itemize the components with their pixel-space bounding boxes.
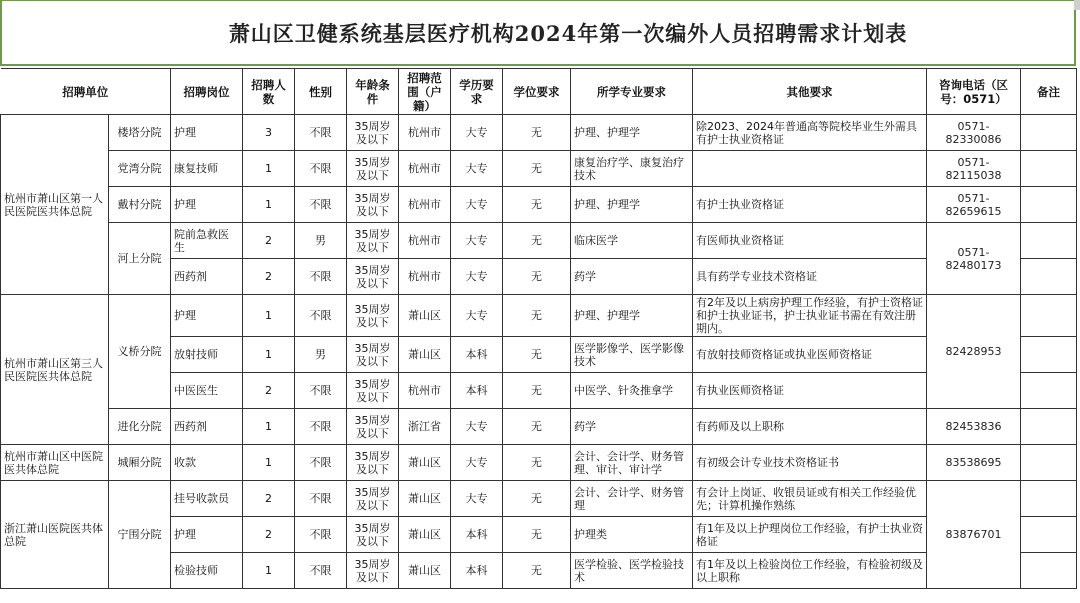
count-cell: 1 [243,187,295,223]
count-cell: 1 [243,337,295,373]
education-cell: 大专 [451,295,503,337]
scope-cell: 萧山区 [399,445,451,481]
header-scope: 招聘范围（户籍） [399,69,451,115]
gender-cell: 男 [295,337,347,373]
table-row [1,115,1077,151]
count-cell: 3 [243,115,295,151]
scope-cell: 杭州市 [399,373,451,409]
count-cell: 1 [243,295,295,337]
degree-cell: 无 [503,517,571,553]
gender-cell: 男 [295,223,347,259]
count-cell: 1 [243,445,295,481]
header-count: 招聘人数 [243,69,295,115]
scope-cell: 杭州市 [399,259,451,295]
header-row [1,69,1077,115]
other-cell: 有会计上岗证、收银员证或有相关工作经验优先；计算机操作熟练 [693,481,927,517]
gender-cell: 不限 [295,553,347,589]
header-unit: 招聘单位 [1,69,171,115]
major-cell: 医学检验、医学检验技术 [571,553,693,589]
degree-cell: 无 [503,481,571,517]
scope-cell: 萧山区 [399,295,451,337]
gender-cell: 不限 [295,151,347,187]
position-cell: 西药剂 [171,409,243,445]
gender-cell: 不限 [295,259,347,295]
scope-cell: 杭州市 [399,151,451,187]
degree-cell: 无 [503,151,571,187]
age-cell: 35周岁及以下 [347,373,399,409]
other-cell: 具有药学专业技术资格证 [693,259,927,295]
education-cell: 大专 [451,223,503,259]
branch-cell: 进化分院 [109,409,171,445]
major-cell: 护理类 [571,517,693,553]
phone-cell: 0571-82330086 [927,115,1021,151]
remark-cell [1021,409,1077,445]
age-cell: 35周岁及以下 [347,445,399,481]
age-cell: 35周岁及以下 [347,223,399,259]
age-cell: 35周岁及以下 [347,115,399,151]
age-cell: 35周岁及以下 [347,553,399,589]
count-cell: 2 [243,223,295,259]
gender-cell: 不限 [295,481,347,517]
position-cell: 康复技师 [171,151,243,187]
position-cell: 西药剂 [171,259,243,295]
age-cell: 35周岁及以下 [347,151,399,187]
header-other: 其他要求 [693,69,927,115]
other-cell: 有医师执业资格证 [693,223,927,259]
table-row [1,481,1077,517]
age-cell: 35周岁及以下 [347,337,399,373]
major-cell: 药学 [571,259,693,295]
degree-cell: 无 [503,553,571,589]
table-row [1,295,1077,337]
position-cell: 护理 [171,295,243,337]
other-cell: 有放射技师资格证或执业医师资格证 [693,337,927,373]
table-row [1,409,1077,445]
major-cell: 护理、护理学 [571,115,693,151]
phone-cell: 0571-82659615 [927,187,1021,223]
unit-cell: 杭州市萧山区第一人民医院医共体总院 [1,115,109,295]
position-cell: 挂号收款员 [171,481,243,517]
education-cell: 大专 [451,409,503,445]
phone-cell: 82428953 [927,295,1021,409]
education-cell: 大专 [451,481,503,517]
gender-cell: 不限 [295,115,347,151]
remark-cell [1021,115,1077,151]
major-cell: 会计、会计学、财务管理、审计、审计学 [571,445,693,481]
gender-cell: 不限 [295,295,347,337]
scope-cell: 萧山区 [399,481,451,517]
unit-cell: 杭州市萧山区中医院医共体总院 [1,445,109,481]
remark-cell [1021,517,1077,553]
header-degree: 学位要求 [503,69,571,115]
other-cell: 有1年及以上检验岗位工作经验，有检验初级及以上职称 [693,553,927,589]
degree-cell: 无 [503,445,571,481]
education-cell: 本科 [451,517,503,553]
table-row [1,445,1077,481]
major-cell: 康复治疗学、康复治疗技术 [571,151,693,187]
branch-cell: 戴村分院 [109,187,171,223]
position-cell: 检验技师 [171,553,243,589]
remark-cell [1021,445,1077,481]
major-cell: 医学影像学、医学影像技术 [571,337,693,373]
phone-cell: 0571-82115038 [927,151,1021,187]
remark-cell [1021,337,1077,373]
other-cell: 有2年及以上病房护理工作经验，有护士资格证和护士执业证书，护士执业证书需在有效注册期内。 [693,295,927,337]
count-cell: 2 [243,373,295,409]
branch-cell: 河上分院 [109,223,171,295]
education-cell: 大专 [451,151,503,187]
header-education: 学历要求 [451,69,503,115]
gender-cell: 不限 [295,187,347,223]
gender-cell: 不限 [295,445,347,481]
remark-cell [1021,223,1077,259]
page-title: 萧山区卫健系统基层医疗机构2024年第一次编外人员招聘需求计划表 [228,20,908,46]
age-cell: 35周岁及以下 [347,259,399,295]
count-cell: 1 [243,553,295,589]
other-cell: 有药师及以上职称 [693,409,927,445]
remark-cell [1021,373,1077,409]
position-cell: 护理 [171,115,243,151]
degree-cell: 无 [503,337,571,373]
header-phone: 咨询电话（区号：0571） [927,69,1021,115]
scope-cell: 杭州市 [399,115,451,151]
education-cell: 本科 [451,337,503,373]
age-cell: 35周岁及以下 [347,295,399,337]
phone-cell: 0571-82480173 [927,223,1021,295]
age-cell: 35周岁及以下 [347,481,399,517]
education-cell: 本科 [451,553,503,589]
unit-cell: 杭州市萧山区第三人民医院医共体总院 [1,295,109,445]
major-cell: 护理、护理学 [571,187,693,223]
other-cell [693,151,927,187]
other-cell: 除2023、2024年普通高等院校毕业生外需具有护士执业资格证 [693,115,927,151]
age-cell: 35周岁及以下 [347,517,399,553]
table-row [1,223,1077,259]
header-age: 年龄条件 [347,69,399,115]
degree-cell: 无 [503,115,571,151]
remark-cell [1021,259,1077,295]
table-row [1,187,1077,223]
recruitment-table [0,68,1077,589]
count-cell: 2 [243,259,295,295]
other-cell: 有1年及以上护理岗位工作经验，有护士执业资格证 [693,517,927,553]
scope-cell: 杭州市 [399,223,451,259]
major-cell: 护理、护理学 [571,295,693,337]
other-cell: 有执业医师资格证 [693,373,927,409]
branch-cell: 城厢分院 [109,445,171,481]
gender-cell: 不限 [295,409,347,445]
degree-cell: 无 [503,409,571,445]
scope-cell: 浙江省 [399,409,451,445]
age-cell: 35周岁及以下 [347,409,399,445]
degree-cell: 无 [503,223,571,259]
branch-cell: 楼塔分院 [109,115,171,151]
scroll-edge [1074,0,1080,10]
phone-cell: 83538695 [927,445,1021,481]
remark-cell [1021,481,1077,517]
major-cell: 会计、会计学、财务管理 [571,481,693,517]
position-cell: 护理 [171,517,243,553]
count-cell: 1 [243,151,295,187]
degree-cell: 无 [503,187,571,223]
position-cell: 护理 [171,187,243,223]
scope-cell: 杭州市 [399,187,451,223]
title-banner [0,0,1076,66]
phone-cell: 83876701 [927,481,1021,589]
other-cell: 有初级会计专业技术资格证书 [693,445,927,481]
position-cell: 放射技师 [171,337,243,373]
education-cell: 大专 [451,259,503,295]
major-cell: 药学 [571,409,693,445]
header-major: 所学专业要求 [571,69,693,115]
education-cell: 大专 [451,445,503,481]
table-row [1,151,1077,187]
major-cell: 中医学、针灸推拿学 [571,373,693,409]
remark-cell [1021,151,1077,187]
unit-cell: 浙江萧山医院医共体总院 [1,481,109,589]
remark-cell [1021,295,1077,337]
education-cell: 大专 [451,187,503,223]
major-cell: 临床医学 [571,223,693,259]
header-remark: 备注 [1021,69,1077,115]
position-cell: 院前急救医生 [171,223,243,259]
education-cell: 大专 [451,115,503,151]
remark-cell [1021,553,1077,589]
position-cell: 收款 [171,445,243,481]
scope-cell: 萧山区 [399,337,451,373]
degree-cell: 无 [503,373,571,409]
header-gender: 性别 [295,69,347,115]
degree-cell: 无 [503,259,571,295]
count-cell: 2 [243,481,295,517]
gender-cell: 不限 [295,517,347,553]
branch-cell: 党湾分院 [109,151,171,187]
branch-cell: 义桥分院 [109,295,171,409]
header-position: 招聘岗位 [171,69,243,115]
branch-cell: 宁围分院 [109,481,171,589]
education-cell: 本科 [451,373,503,409]
position-cell: 中医医生 [171,373,243,409]
remark-cell [1021,187,1077,223]
scope-cell: 萧山区 [399,553,451,589]
degree-cell: 无 [503,295,571,337]
count-cell: 2 [243,517,295,553]
other-cell: 有护士执业资格证 [693,187,927,223]
scope-cell: 萧山区 [399,517,451,553]
count-cell: 1 [243,409,295,445]
gender-cell: 不限 [295,373,347,409]
phone-cell: 82453836 [927,409,1021,445]
age-cell: 35周岁及以下 [347,187,399,223]
